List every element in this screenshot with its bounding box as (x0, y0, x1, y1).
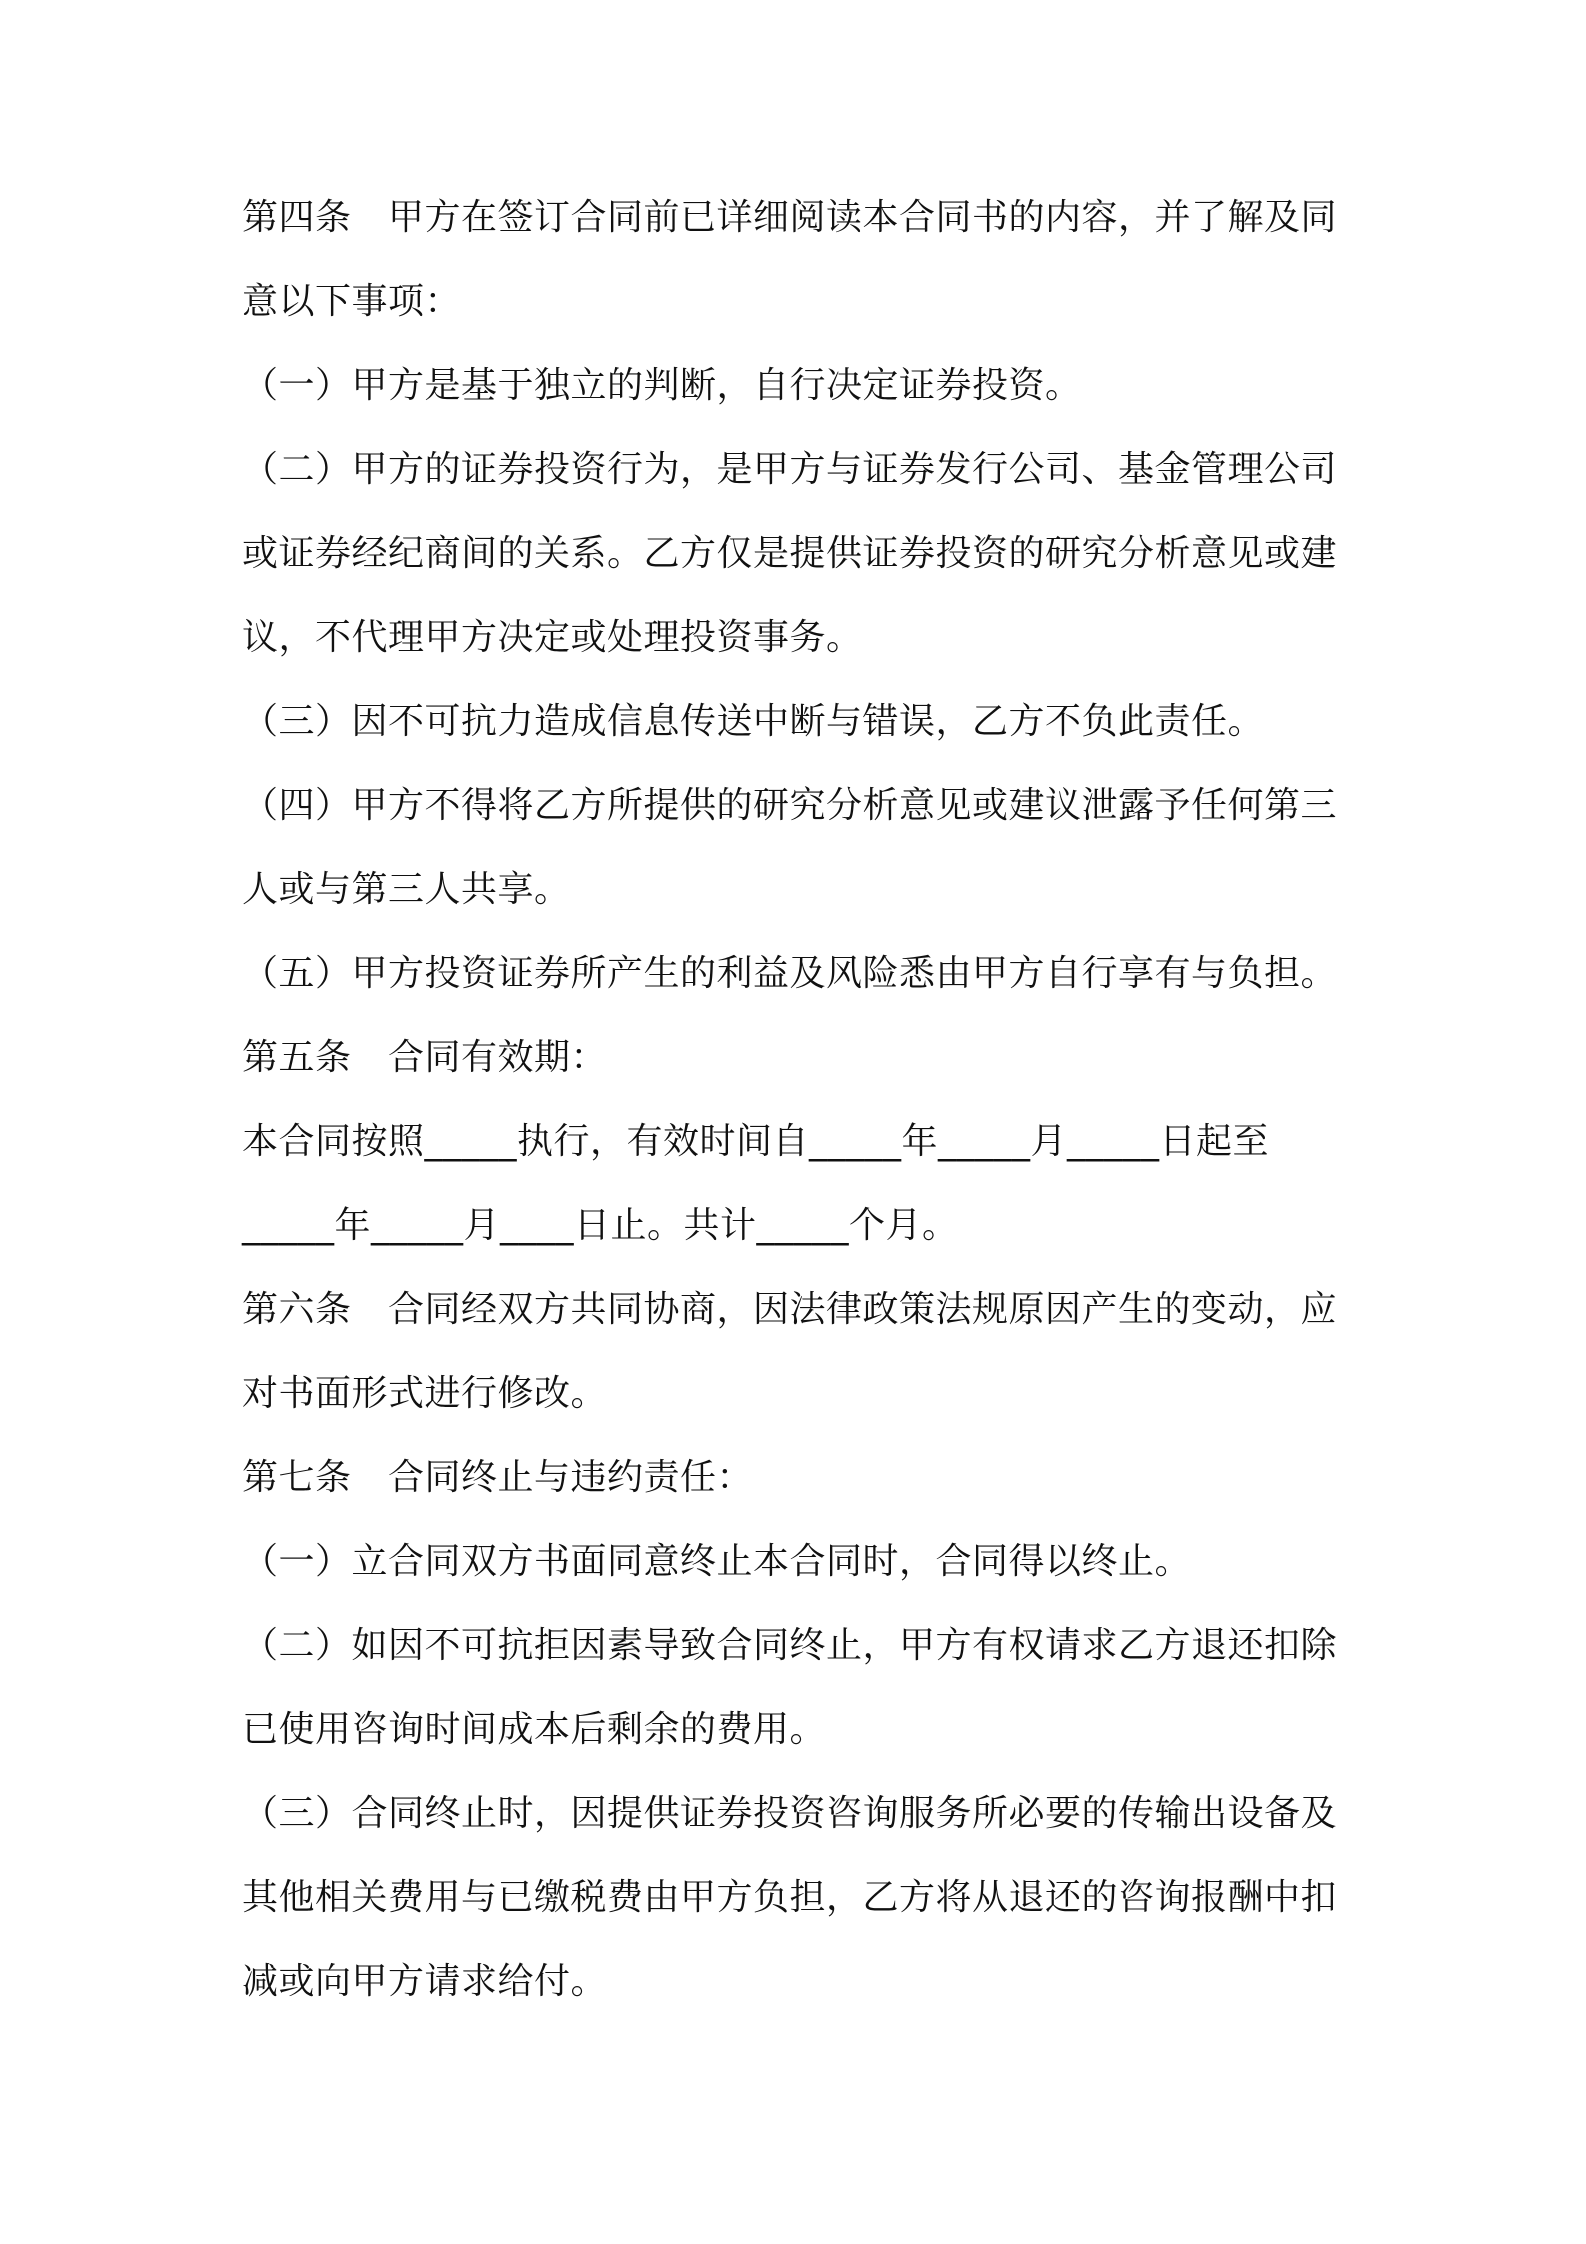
text-line: （一）立合同双方书面同意终止本合同时，合同得以终止。 (242, 1541, 1192, 1582)
text-line: （三）合同终止时，因提供证券投资咨询服务所必要的传输出设备及 (242, 1793, 1338, 1834)
text-line: 第四条 甲方在签订合同前已详细阅读本合同书的内容，并了解及同 (242, 197, 1338, 238)
text-line: 第七条 合同终止与违约责任： (242, 1457, 754, 1498)
text-line: （一）甲方是基于独立的判断，自行决定证券投资。 (242, 365, 1082, 406)
text-line: 第五条 合同有效期： (242, 1037, 608, 1078)
text-line: （五）甲方投资证券所产生的利益及风险悉由甲方自行享有与负担。 (242, 953, 1338, 994)
text-line: 意以下事项： (242, 281, 462, 322)
text-line: （四）甲方不得将乙方所提供的研究分析意见或建议泄露予任何第三 (242, 785, 1338, 826)
text-line: 其他相关费用与已缴税费由甲方负担，乙方将从退还的咨询报酬中扣 (242, 1877, 1338, 1918)
text-line: 对书面形式进行修改。 (242, 1373, 608, 1414)
text-line: 议，不代理甲方决定或处理投资事务。 (242, 617, 863, 658)
text-line: （三）因不可抗力造成信息传送中断与错误，乙方不负此责任。 (242, 701, 1265, 742)
text-line: _____年_____月____日止。共计_____个月。 (242, 1205, 959, 1246)
text-line: （二）甲方的证券投资行为，是甲方与证券发行公司、基金管理公司 (242, 449, 1338, 490)
text-line: 减或向甲方请求给付。 (242, 1961, 608, 2002)
text-line: 人或与第三人共享。 (242, 869, 571, 910)
text-line: 第六条 合同经双方共同协商，因法律政策法规原因产生的变动，应 (242, 1289, 1338, 1330)
text-line: 已使用咨询时间成本后剩余的费用。 (242, 1709, 827, 1750)
text-line: （二）如因不可抗拒因素导致合同终止，甲方有权请求乙方退还扣除 (242, 1625, 1338, 1666)
text-line: 本合同按照_____执行，有效时间自_____年_____月_____日起至 (242, 1121, 1270, 1162)
text-line: 或证券经纪商间的关系。乙方仅是提供证券投资的研究分析意见或建 (242, 533, 1338, 574)
